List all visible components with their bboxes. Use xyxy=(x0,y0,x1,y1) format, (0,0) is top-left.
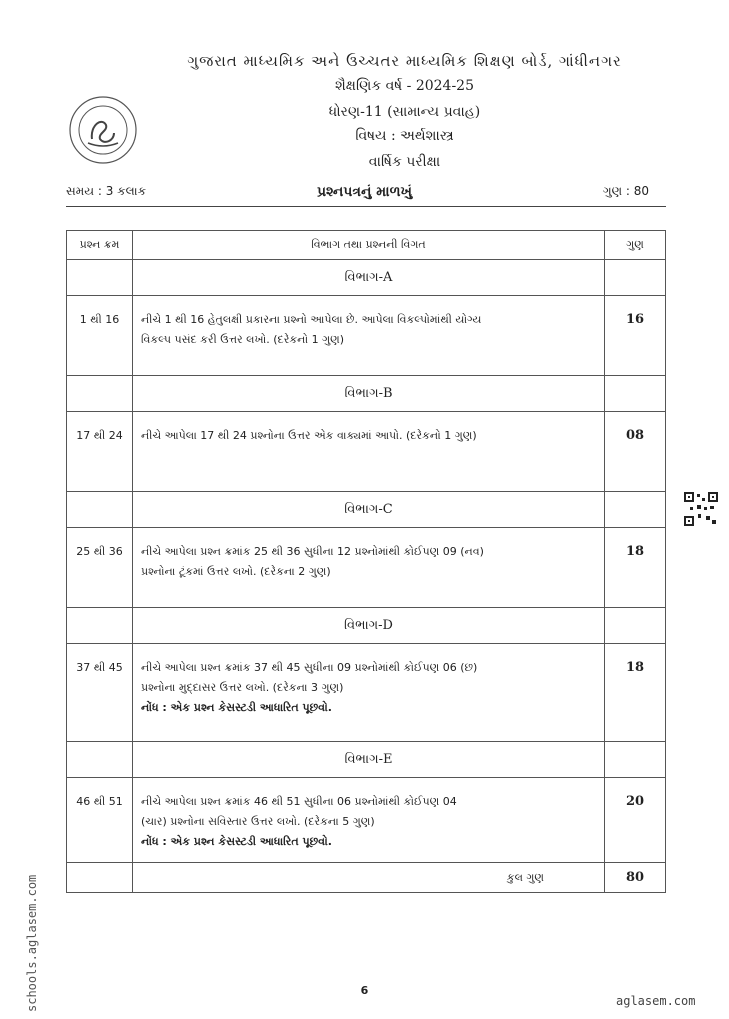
section-c-title: વિભાગ-C xyxy=(133,492,605,528)
col-header-marks: ગુણ xyxy=(605,231,666,260)
side-watermark: schools.aglasem.com xyxy=(25,874,39,1012)
question-range: 46 થી 51 xyxy=(67,778,133,863)
description-line: નીચે આપેલા પ્રશ્ન ક્રમાંક 46 થી 51 સુધીના 06 પ્રશ્નોમાંથી કોઈપણ 04 xyxy=(141,795,457,808)
section-b-title: વિભાગ-B xyxy=(133,376,605,412)
section-description xyxy=(133,778,605,863)
table-row xyxy=(67,644,666,742)
description-line: નીચે આપેલા 17 થી 24 પ્રશ્નોના ઉત્તર એક વાક્યમાં આપો. (દરેકનો 1 ગુણ) xyxy=(141,429,477,442)
table-row xyxy=(67,778,666,863)
academic-year: શૈક્ષણિક વર્ષ - 2024-25 xyxy=(334,78,475,94)
section-description xyxy=(133,296,605,376)
description-line: પ્રશ્નોના મુદ્દાસર ઉત્તર લખો. (દરેકના 3 ગુણ) xyxy=(141,681,344,694)
section-description xyxy=(133,528,605,608)
total-label: કુલ ગુણ xyxy=(133,863,605,893)
paper-structure-title: પ્રશ્નપત્રનું માળખું xyxy=(316,184,413,200)
description-line: વિકલ્પ પસંદ કરી ઉત્તર લખો. (દરેકનો 1 ગુણ) xyxy=(141,333,344,346)
section-description xyxy=(133,412,605,492)
standard: ધોરણ-11 (સામાન્ય પ્રવાહ) xyxy=(328,104,481,120)
description-line: નીચે આપેલા પ્રશ્ન ક્રમાંક 37 થી 45 સુધીના 09 પ્રશ્નોમાંથી કોઈપણ 06 (છ) xyxy=(141,661,478,674)
section-d-title: વિભાગ-D xyxy=(133,608,605,644)
description-line: પ્રશ્નોના ટૂંકમાં ઉત્તર લખો. (દરેકના 2 ગુણ) xyxy=(141,565,331,578)
question-range: 25 થી 36 xyxy=(67,528,133,608)
question-range: 1 થી 16 xyxy=(67,296,133,376)
section-marks: 16 xyxy=(605,296,666,376)
section-marks: 20 xyxy=(605,778,666,863)
section-row xyxy=(67,608,666,644)
question-range: 37 થી 45 xyxy=(67,644,133,742)
total-value: 80 xyxy=(605,863,666,893)
section-marks: 18 xyxy=(605,644,666,742)
table-row xyxy=(67,412,666,492)
description-line: નીચે આપેલા પ્રશ્ન ક્રમાંક 25 થી 36 સુધીના 12 પ્રશ્નોમાંથી કોઈપણ 09 (નવ) xyxy=(141,545,484,558)
section-row xyxy=(67,492,666,528)
section-description xyxy=(133,644,605,742)
total-marks: ગુણ : 80 xyxy=(602,184,649,198)
subject: વિષય : અર્થશાસ્ત્ર xyxy=(355,128,454,144)
table-header-row xyxy=(67,231,666,260)
casestudy-note: નોંધ : એક પ્રશ્ન કેસસ્ટડી આધારિત પૂછવો. xyxy=(141,835,332,848)
section-marks: 08 xyxy=(605,412,666,492)
footer-site-link[interactable]: aglasem.com xyxy=(616,994,696,1008)
section-row xyxy=(67,260,666,296)
header-divider xyxy=(66,206,666,207)
casestudy-note: નોંધ : એક પ્રશ્ન કેસસ્ટડી આધારિત પૂછવો. xyxy=(141,701,332,714)
table-row xyxy=(67,528,666,608)
total-row xyxy=(67,863,666,893)
structure-table xyxy=(66,230,666,893)
exam-type: વાર્ષિક પરીક્ષા xyxy=(368,154,441,170)
section-e-title: વિભાગ-E xyxy=(133,742,605,778)
description-line: નીચે 1 થી 16 હેતુલક્ષી પ્રકારના પ્રશ્નો આપેલા છે. આપેલા વિકલ્પોમાંથી યોગ્ય xyxy=(141,313,482,326)
section-a-title: વિભાગ-A xyxy=(133,260,605,296)
section-row xyxy=(67,742,666,778)
question-range: 17 થી 24 xyxy=(67,412,133,492)
col-header-question-no: પ્રશ્ન ક્રમ xyxy=(67,231,133,260)
col-header-details: વિભાગ તથા પ્રશ્નની વિગત xyxy=(133,231,605,260)
qr-code-icon xyxy=(684,492,718,526)
time-duration: સમય : 3 કલાક xyxy=(66,184,147,198)
board-name: ગુજરાત માધ્યમિક અને ઉચ્ચતર માધ્યમિક શિક્ષણ બોર્ડ, ગાંધીનગર xyxy=(187,52,622,70)
page-number: 6 xyxy=(360,984,369,997)
table-row xyxy=(67,296,666,376)
section-marks: 18 xyxy=(605,528,666,608)
section-row xyxy=(67,376,666,412)
description-line: (ચાર) પ્રશ્નોના સવિસ્તાર ઉત્તર લખો. (દરેકના 5 ગુણ) xyxy=(141,815,375,828)
